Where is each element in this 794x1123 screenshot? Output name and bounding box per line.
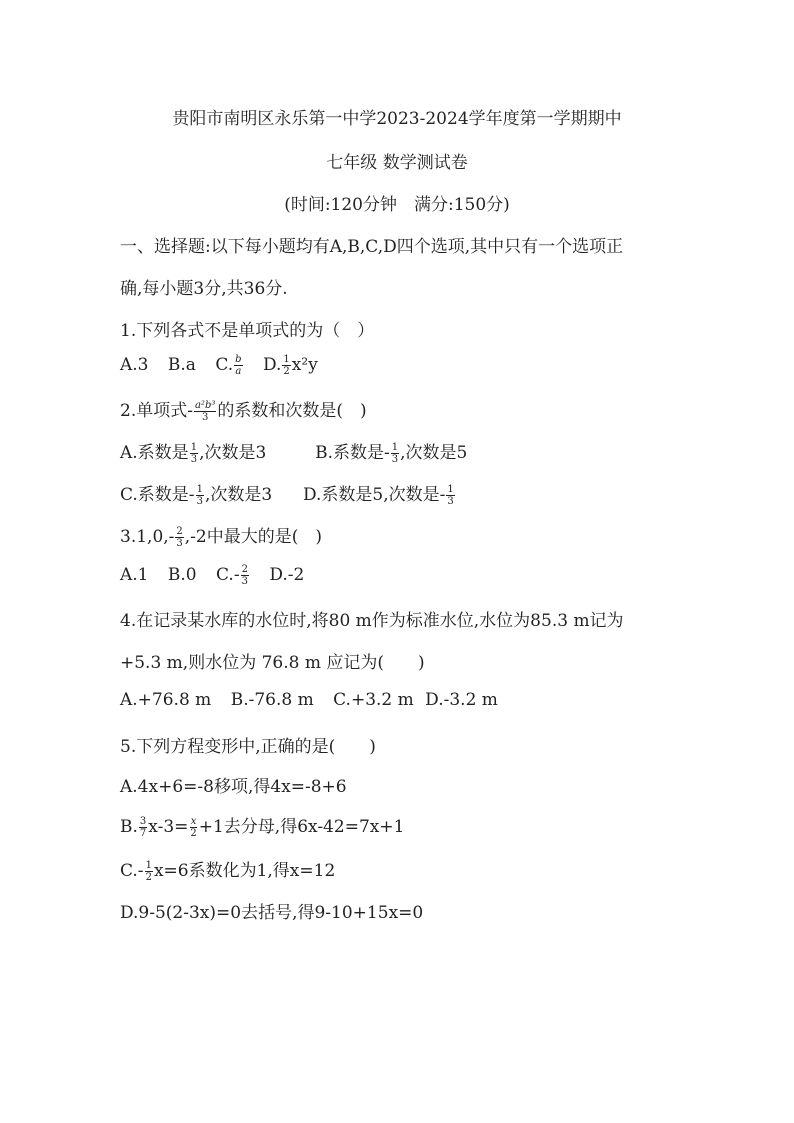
q1-option-c: C. $\frac{b}{a}$ — [215, 354, 242, 377]
q2-option-b: B.系数是- $\frac{1}{3}$ ,次数是5 — [315, 442, 468, 465]
q5-option-b: B. $\frac{3}{7}$ x-3= $\frac{x}{2}$ +1去分母,得6x-42=7x+1 — [120, 816, 405, 839]
section-intro-line2: 确,每小题3分,共36分. — [120, 279, 288, 299]
q3-option-b: B.0 — [167, 565, 197, 585]
exam-title: 贵阳市南明区永乐第一中学2023-2024学年度第一学期期中 — [172, 109, 622, 129]
q1-c-fraction: $\frac{b}{a}$ — [235, 354, 242, 377]
q1-option-d: D. $\frac{1}{2}$ x²y — [262, 354, 318, 377]
section-intro-line1: 一、选择题:以下每小题均有A,B,C,D四个选项,其中只有一个选项正 — [120, 237, 624, 257]
q4-stem-line2: +5.3 m,则水位为 76.8 m 应记为( ) — [120, 653, 425, 673]
q4-stem-line1: 4.在记录某水库的水位时,将80 m作为标准水位,水位为85.3 m记为 — [120, 611, 624, 631]
q2-options-cd — [120, 480, 456, 507]
q2-option-c: C.系数是- $\frac{1}{3}$ ,次数是3 — [120, 484, 273, 507]
q1-option-a: A.3 — [120, 355, 149, 375]
q1-options — [120, 354, 318, 377]
exam-info: (时间:120分钟 满分:150分) — [284, 195, 510, 215]
q3-stem: 3.1,0,- $\frac{2}{3}$ ,-2中最大的是( ) — [120, 526, 323, 549]
q2-option-a: A.系数是 $\frac{1}{3}$ ,次数是3 — [120, 442, 267, 465]
exam-subtitle: 七年级 数学测试卷 — [326, 153, 468, 173]
q2-stem-fraction: $\frac{\text{a²b³}}{3}$ — [194, 400, 216, 423]
q1-stem: 1.下列各式不是单项式的为（ ） — [120, 321, 375, 341]
q3-option-a: A.1 — [120, 565, 149, 585]
q4-option-b: B.-76.8 m — [230, 690, 314, 710]
q3-option-c: C.- $\frac{2}{3}$ — [216, 564, 248, 587]
q2-stem: 2.单项式- $\frac{\text{a²b³}}{3}$ 的系数和次数是( ) — [120, 400, 367, 423]
q5-option-d: D.9-5(2-3x)=0去括号,得9-10+15x=0 — [120, 903, 424, 923]
q2-option-d: D.系数是5,次数是- $\frac{1}{3}$ — [302, 484, 454, 507]
q5-stem: 5.下列方程变形中,正确的是( ) — [120, 737, 376, 757]
q2-options-ab — [120, 438, 467, 465]
q1-d-fraction: $\frac{1}{2}$ — [283, 354, 290, 377]
q4-option-d: D.-3.2 m — [425, 690, 498, 710]
q5-option-a: A.4x+6=-8移项,得4x=-8+6 — [120, 777, 347, 797]
q3-stem-fraction: $\frac{2}{3}$ — [176, 526, 183, 549]
q3-options — [120, 564, 304, 587]
q4-option-c: C.+3.2 m — [333, 690, 414, 710]
q1-option-b: B.a — [167, 355, 196, 375]
q3-option-d: D.-2 — [269, 565, 305, 585]
q5-option-c: C.- $\frac{1}{2}$ x=6系数化为1,得x=12 — [120, 860, 336, 883]
q4-option-a: A.+76.8 m — [120, 690, 212, 710]
q4-options — [120, 690, 498, 710]
